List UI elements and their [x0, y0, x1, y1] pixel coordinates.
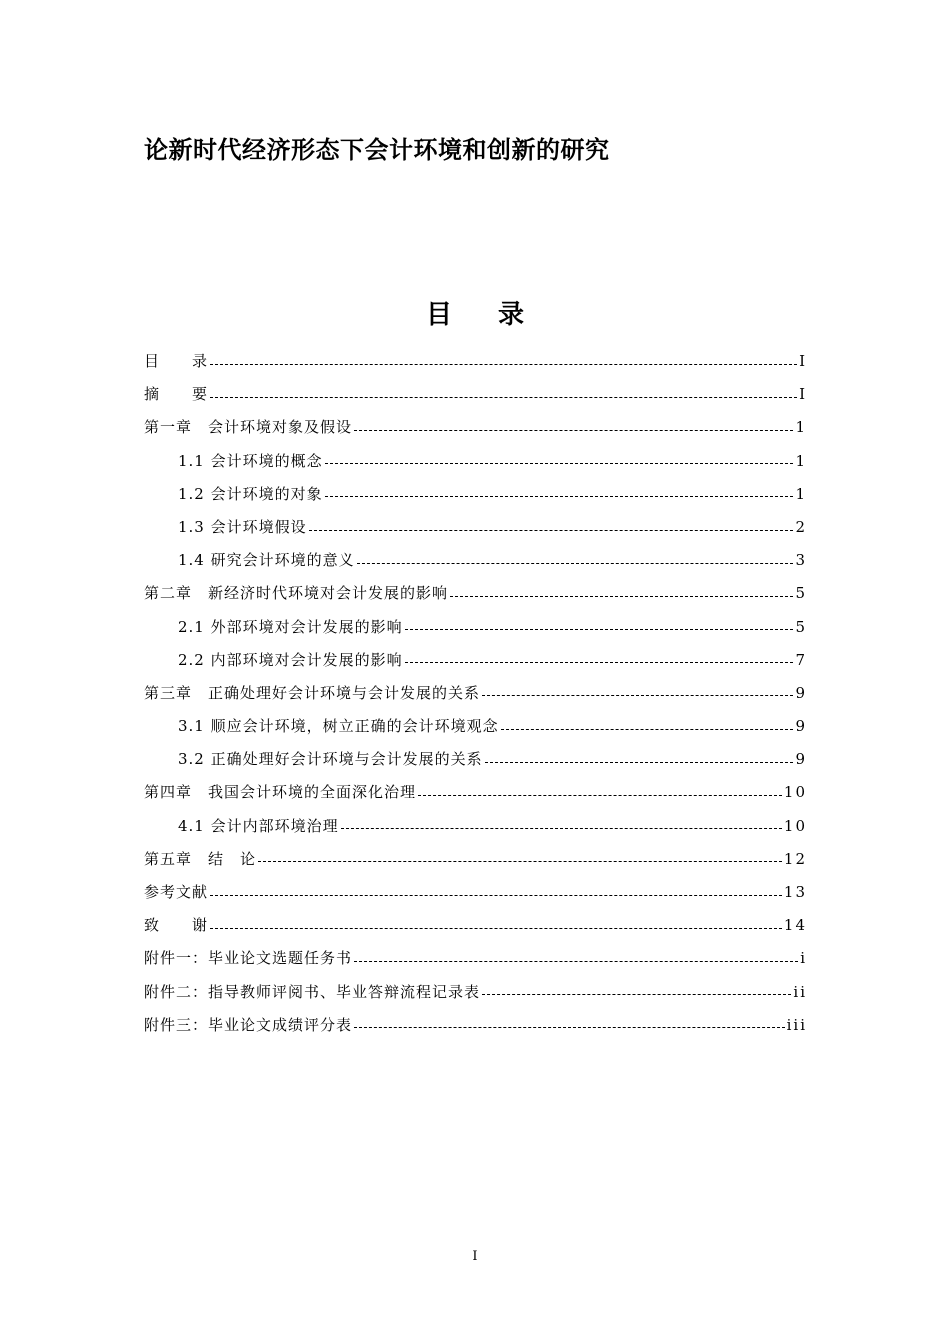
toc-entry[interactable] — [144, 616, 807, 649]
toc-entry-page: 9 — [795, 717, 807, 736]
toc-entry-label: 1.4 研究会计环境的意义 — [178, 551, 355, 570]
toc-entry-label: 1.1 会计环境的概念 — [178, 451, 323, 470]
toc-entry-page: 10 — [783, 816, 807, 835]
toc-entry-page: 3 — [795, 551, 807, 570]
toc-leader-dashes — [501, 728, 794, 730]
toc-heading: 目录 — [425, 300, 570, 330]
toc-entry-page: 1 — [795, 418, 807, 437]
toc-entry[interactable] — [144, 682, 807, 715]
toc-entry[interactable] — [144, 981, 807, 1014]
toc-entry-page: 7 — [795, 650, 807, 669]
toc-entry-label: 第五章 结 论 — [144, 849, 257, 868]
toc-leader-dashes — [354, 429, 793, 431]
toc-leader-dashes — [325, 462, 794, 464]
toc-entry[interactable] — [144, 815, 807, 848]
toc-leader-dashes — [309, 529, 794, 531]
toc-entry-page: 1 — [795, 484, 807, 503]
toc-entry[interactable] — [144, 748, 807, 781]
toc-entry-page: 5 — [795, 584, 807, 603]
toc-leader-dashes — [485, 761, 794, 763]
toc-entry[interactable] — [144, 914, 807, 947]
document-title: 论新时代经济形态下会计环境和创新的研究 — [144, 136, 610, 164]
toc-entry[interactable] — [144, 947, 807, 980]
toc-leader-dashes — [450, 595, 793, 597]
toc-leader-dashes — [341, 827, 782, 829]
toc-entry[interactable] — [144, 450, 807, 483]
toc-entry[interactable] — [144, 649, 807, 682]
toc-leader-dashes — [210, 927, 782, 929]
toc-entry-page: 9 — [795, 683, 807, 702]
toc-leader-dashes — [357, 562, 794, 564]
toc-entry-label: 1.2 会计环境的对象 — [178, 484, 323, 503]
toc-entry-page: 12 — [783, 849, 807, 868]
toc-entry[interactable] — [144, 416, 807, 449]
toc-entry-label: 第一章 会计环境对象及假设 — [144, 418, 353, 437]
toc-leader-dashes — [354, 960, 798, 962]
toc-entry-label: 1.3 会计环境假设 — [178, 517, 307, 536]
toc-entry-label: 3.1 顺应会计环境，树立正确的会计环境观念 — [178, 717, 499, 736]
toc-entry-label: 2.1 外部环境对会计发展的影响 — [178, 617, 403, 636]
toc-entry-page: 9 — [795, 750, 807, 769]
toc-leader-dashes — [258, 860, 782, 862]
toc-leader-dashes — [405, 661, 794, 663]
page-number: I — [472, 1249, 478, 1264]
toc-entry[interactable] — [144, 549, 807, 582]
toc-entry-page: 14 — [783, 916, 807, 935]
toc-leader-dashes — [405, 628, 794, 630]
toc-entry-label: 4.1 会计内部环境治理 — [178, 816, 339, 835]
toc-entry[interactable] — [144, 881, 807, 914]
toc-entry-label: 3.2 正确处理好会计环境与会计发展的关系 — [178, 750, 483, 769]
toc-leader-dashes — [482, 694, 793, 696]
toc-entry[interactable] — [144, 483, 807, 516]
toc-entry-page: I — [799, 352, 807, 370]
toc-leader-dashes — [210, 363, 797, 365]
toc-entry-page: iii — [786, 1015, 807, 1034]
table-of-contents — [144, 350, 807, 1047]
toc-entry-label: 附件三：毕业论文成绩评分表 — [144, 1015, 353, 1034]
toc-entry-label: 2.2 内部环境对会计发展的影响 — [178, 650, 403, 669]
toc-entry[interactable] — [144, 1014, 807, 1047]
toc-entry-label: 摘 要 — [144, 385, 209, 404]
toc-entry-label: 参考文献 — [144, 883, 209, 901]
toc-entry-page: 2 — [795, 517, 807, 536]
toc-entry-page: 13 — [783, 883, 807, 901]
toc-entry-label: 第四章 我国会计环境的全面深化治理 — [144, 783, 417, 802]
toc-entry-page: 10 — [783, 783, 807, 802]
toc-entry-label: 目 录 — [144, 352, 209, 370]
toc-entry-page: ii — [793, 982, 807, 1001]
toc-entry[interactable] — [144, 715, 807, 748]
toc-entry-label: 第三章 正确处理好会计环境与会计发展的关系 — [144, 683, 481, 702]
toc-entry-page: 1 — [795, 451, 807, 470]
toc-entry-label: 附件一：毕业论文选题任务书 — [144, 949, 353, 968]
toc-leader-dashes — [354, 1026, 785, 1028]
toc-entry-label: 附件二：指导教师评阅书、毕业答辩流程记录表 — [144, 982, 481, 1001]
toc-entry[interactable] — [144, 582, 807, 615]
toc-entry[interactable] — [144, 383, 807, 416]
toc-leader-dashes — [418, 794, 782, 796]
toc-leader-dashes — [210, 396, 797, 398]
toc-entry-page: I — [799, 385, 807, 404]
toc-entry[interactable] — [144, 848, 807, 881]
toc-entry-page: i — [800, 949, 807, 968]
toc-entry[interactable] — [144, 350, 807, 383]
toc-leader-dashes — [482, 993, 791, 995]
toc-entry-label: 致 谢 — [144, 916, 209, 935]
toc-entry[interactable] — [144, 781, 807, 814]
toc-leader-dashes — [325, 495, 794, 497]
toc-entry[interactable] — [144, 516, 807, 549]
toc-leader-dashes — [210, 894, 782, 896]
toc-entry-label: 第二章 新经济时代环境对会计发展的影响 — [144, 584, 449, 603]
toc-entry-page: 5 — [795, 617, 807, 636]
